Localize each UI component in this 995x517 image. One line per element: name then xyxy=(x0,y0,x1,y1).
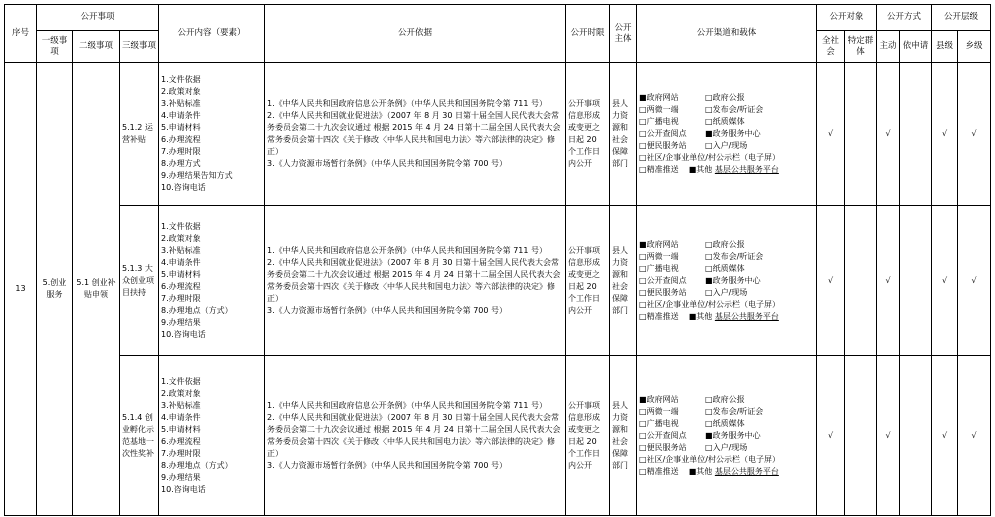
channel-radio-tv: □广播电视 xyxy=(639,117,679,126)
channel-other-line xyxy=(639,311,814,323)
check-county: √ xyxy=(932,206,958,356)
channel-gov-gazette: □政府公报 xyxy=(705,239,745,249)
content-item: 4.申请条件 xyxy=(161,257,201,267)
channel-other-line xyxy=(639,466,814,478)
content-item: 8.办理方式 xyxy=(161,159,201,168)
content-items xyxy=(159,63,265,206)
channel-paper-media: □纸质媒体 xyxy=(705,418,745,428)
channel-paper-media: □纸质媒体 xyxy=(705,117,745,126)
content-item: 1.文件依据 xyxy=(161,221,201,231)
channel-other: ■其他 xyxy=(688,165,713,174)
channel-community: □社区/企事业单位/村公示栏（电子屏） xyxy=(639,153,780,162)
basis-paragraph: 1.《中华人民共和国政府信息公开条例》（中华人民共和国国务院令第 711 号） xyxy=(267,400,548,410)
content-item: 5.申请材料 xyxy=(161,123,201,132)
content-item: 7.办理时限 xyxy=(161,293,201,303)
content-item: 10.咨询电话 xyxy=(161,329,206,339)
channel-other-value: 基层公共服务平台 xyxy=(714,165,779,174)
channel-household: □入户/现场 xyxy=(705,287,748,297)
header-level-town: 乡级 xyxy=(958,31,991,63)
channel-precise-push: □精准推送 xyxy=(639,311,679,321)
check-request xyxy=(900,63,932,206)
check-specific xyxy=(845,206,877,356)
header-target: 公开对象 xyxy=(817,5,877,31)
content-item: 4.申请条件 xyxy=(161,111,201,120)
time-limit: 公开事项信息形成或变更之日起 20 个工作日内公开 xyxy=(566,356,610,516)
content-item: 9.办理结果 xyxy=(161,317,201,327)
time-limit: 公开事项信息形成或变更之日起 20 个工作日内公开 xyxy=(566,206,610,356)
content-item: 9.办理结果告知方式 xyxy=(161,171,233,180)
basis-paragraph: 1.《中华人民共和国政府信息公开条例》（中华人民共和国国务院令第 711 号） xyxy=(267,99,548,108)
header-level2: 二级事项 xyxy=(73,31,120,63)
header-target-all: 全社会 xyxy=(817,31,845,63)
channel-two-micro: □两微一端 xyxy=(639,406,679,416)
check-request xyxy=(900,356,932,516)
header-mode-active: 主动 xyxy=(877,31,900,63)
row-seq: 13 xyxy=(5,63,37,516)
header-public-items: 公开事项 xyxy=(37,5,159,31)
header-target-specific: 特定群体 xyxy=(845,31,877,63)
row-level3: 5.1.3 大众创业项目扶持 xyxy=(120,206,159,356)
basis-text xyxy=(265,63,566,206)
row-level3: 5.1.2 运营补贴 xyxy=(120,63,159,206)
channel-precise-push: □精准推送 xyxy=(639,466,679,476)
check-active: √ xyxy=(877,63,900,206)
channel-gov-website: ■政府网站 xyxy=(639,93,679,102)
basis-paragraph: 1.《中华人民共和国政府信息公开条例》（中华人民共和国国务院令第 711 号） xyxy=(267,245,548,255)
check-specific xyxy=(845,356,877,516)
content-items xyxy=(159,356,265,516)
check-active: √ xyxy=(877,356,900,516)
content-item: 1.文件依据 xyxy=(161,376,201,386)
check-all: √ xyxy=(817,356,845,516)
header-mode-request: 依申请 xyxy=(900,31,932,63)
subject: 县人力资源和社会保障部门 xyxy=(610,63,637,206)
channels xyxy=(637,206,817,356)
content-item: 7.办理时限 xyxy=(161,448,201,458)
content-items xyxy=(159,206,265,356)
row-level3: 5.1.4 创业孵化示范基地一次性奖补 xyxy=(120,356,159,516)
channel-household: □入户/现场 xyxy=(705,442,748,452)
subject: 县人力资源和社会保障部门 xyxy=(610,206,637,356)
basis-paragraph: 3.《人力资源市场暂行条例》（中华人民共和国国务院令第 700 号） xyxy=(267,159,508,168)
header-time-limit: 公开时限 xyxy=(566,5,610,63)
content-item: 8.办理地点（方式） xyxy=(161,460,233,470)
channel-convenience: □便民服务站 xyxy=(639,287,687,297)
content-item: 3.补贴标准 xyxy=(161,245,201,255)
basis-paragraph: 2.《中华人民共和国就业促进法》（2007 年 8 月 30 日第十届全国人民代表大会常务委员会第二十九次会议通过 根据 2015 年 4 月 24 日第十二届全国人民代表大会常务委员会第十四次《关于修改〈中华人民共和国电力法〉等六部法律的决定》修正） xyxy=(267,257,561,303)
channel-gov-website: ■政府网站 xyxy=(639,394,679,404)
channel-convenience: □便民服务站 xyxy=(639,442,687,452)
content-item: 3.补贴标准 xyxy=(161,400,201,410)
channel-other-line xyxy=(639,164,814,176)
channel-gov-gazette: □政府公报 xyxy=(705,93,745,102)
channel-service-center: ■政务服务中心 xyxy=(705,129,761,138)
content-item: 5.申请材料 xyxy=(161,424,201,434)
header-subject: 公开主体 xyxy=(610,5,637,63)
channel-press-conf: □发布会/听证会 xyxy=(705,406,764,416)
check-town: √ xyxy=(958,356,991,516)
channel-gov-website: ■政府网站 xyxy=(639,239,679,249)
row-level1: 5.创业服务 xyxy=(37,63,73,516)
content-item: 8.办理地点（方式） xyxy=(161,305,233,315)
content-item: 1.文件依据 xyxy=(161,75,201,84)
content-item: 4.申请条件 xyxy=(161,412,201,422)
content-item: 2.政策对象 xyxy=(161,233,201,243)
header-seq: 序号 xyxy=(5,5,37,63)
table-row xyxy=(5,206,991,356)
content-item: 2.政策对象 xyxy=(161,87,201,96)
row-level2: 5.1 创业补贴申领 xyxy=(73,63,120,516)
channel-public-board: □公开查阅点 xyxy=(639,129,687,138)
header-mode: 公开方式 xyxy=(877,5,932,31)
check-county: √ xyxy=(932,356,958,516)
table-row xyxy=(5,63,991,206)
channel-precise-push: □精准推送 xyxy=(639,165,679,174)
time-limit: 公开事项信息形成或变更之日起 20 个工作日内公开 xyxy=(566,63,610,206)
header-level-county: 县级 xyxy=(932,31,958,63)
channel-radio-tv: □广播电视 xyxy=(639,263,679,273)
content-item: 6.办理流程 xyxy=(161,135,201,144)
content-item: 9.办理结果 xyxy=(161,472,201,482)
content-item: 6.办理流程 xyxy=(161,281,201,291)
channel-press-conf: □发布会/听证会 xyxy=(705,105,764,114)
check-town: √ xyxy=(958,206,991,356)
disclosure-table xyxy=(4,4,991,516)
content-item: 5.申请材料 xyxy=(161,269,201,279)
channel-other-value: 基层公共服务平台 xyxy=(714,311,779,321)
header-channel: 公开渠道和载体 xyxy=(637,5,817,63)
header-level3: 三级事项 xyxy=(120,31,159,63)
header-level: 公开层级 xyxy=(932,5,991,31)
header-level1: 一级事项 xyxy=(37,31,73,63)
content-item: 10.咨询电话 xyxy=(161,484,206,494)
check-active: √ xyxy=(877,206,900,356)
subject: 县人力资源和社会保障部门 xyxy=(610,356,637,516)
check-town: √ xyxy=(958,63,991,206)
basis-paragraph: 3.《人力资源市场暂行条例》（中华人民共和国国务院令第 700 号） xyxy=(267,305,508,315)
channel-other-value: 基层公共服务平台 xyxy=(714,466,779,476)
header-basis: 公开依据 xyxy=(265,5,566,63)
channels xyxy=(637,63,817,206)
channel-service-center: ■政务服务中心 xyxy=(705,275,761,285)
content-item: 3.补贴标准 xyxy=(161,99,201,108)
basis-text xyxy=(265,206,566,356)
content-item: 7.办理时限 xyxy=(161,147,201,156)
content-item: 6.办理流程 xyxy=(161,436,201,446)
channels xyxy=(637,356,817,516)
channel-gov-gazette: □政府公报 xyxy=(705,394,745,404)
check-county: √ xyxy=(932,63,958,206)
channel-other: ■其他 xyxy=(688,311,713,321)
header-content: 公开内容（要素） xyxy=(159,5,265,63)
channel-press-conf: □发布会/听证会 xyxy=(705,251,764,261)
check-specific xyxy=(845,63,877,206)
channel-public-board: □公开查阅点 xyxy=(639,275,687,285)
channel-two-micro: □两微一端 xyxy=(639,105,679,114)
basis-paragraph: 2.《中华人民共和国就业促进法》（2007 年 8 月 30 日第十届全国人民代表大会常务委员会第二十九次会议通过 根据 2015 年 4 月 24 日第十二届全国人民代表大会常务委员会第十四次《关于修改〈中华人民共和国电力法〉等六部法律的决定》修正） xyxy=(267,111,561,156)
check-all: √ xyxy=(817,206,845,356)
table-header xyxy=(5,5,991,63)
channel-community: □社区/企事业单位/村公示栏（电子屏） xyxy=(639,454,780,464)
check-request xyxy=(900,206,932,356)
channel-radio-tv: □广播电视 xyxy=(639,418,679,428)
channel-service-center: ■政务服务中心 xyxy=(705,430,761,440)
channel-other: ■其他 xyxy=(688,466,713,476)
channel-community: □社区/企事业单位/村公示栏（电子屏） xyxy=(639,299,780,309)
content-item: 10.咨询电话 xyxy=(161,183,206,192)
basis-paragraph: 2.《中华人民共和国就业促进法》（2007 年 8 月 30 日第十届全国人民代表大会常务委员会第二十九次会议通过 根据 2015 年 4 月 24 日第十二届全国人民代表大会常务委员会第十四次《关于修改〈中华人民共和国电力法〉等六部法律的决定》修正） xyxy=(267,412,561,458)
channel-convenience: □便民服务站 xyxy=(639,141,687,150)
channel-household: □入户/现场 xyxy=(705,141,748,150)
channel-public-board: □公开查阅点 xyxy=(639,430,687,440)
check-all: √ xyxy=(817,63,845,206)
basis-text xyxy=(265,356,566,516)
channel-paper-media: □纸质媒体 xyxy=(705,263,745,273)
channel-two-micro: □两微一端 xyxy=(639,251,679,261)
content-item: 2.政策对象 xyxy=(161,388,201,398)
table-row xyxy=(5,356,991,516)
basis-paragraph: 3.《人力资源市场暂行条例》（中华人民共和国国务院令第 700 号） xyxy=(267,460,508,470)
table-body xyxy=(5,63,991,516)
